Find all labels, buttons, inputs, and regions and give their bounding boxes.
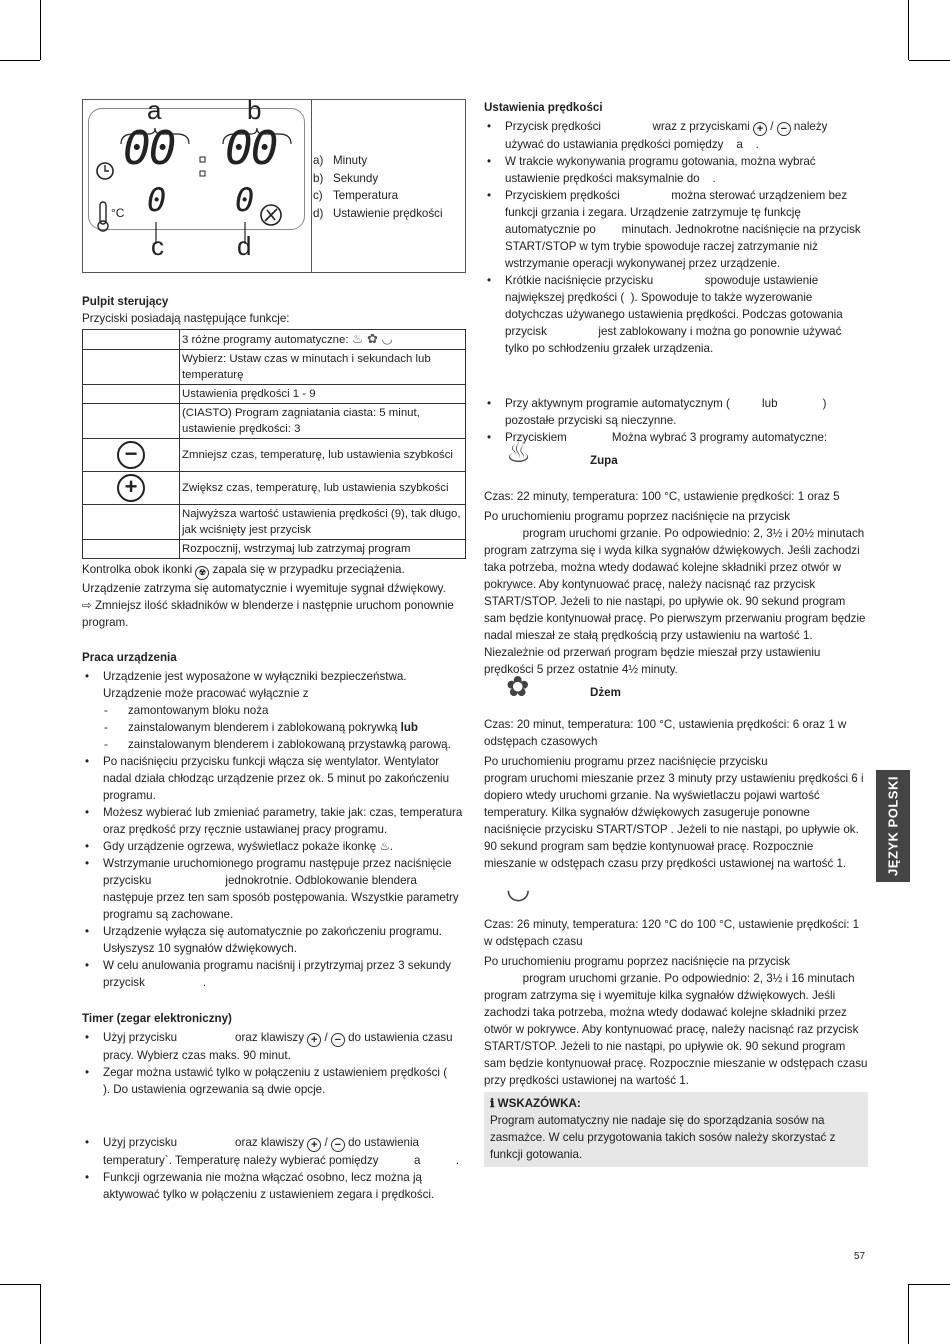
table-key (83, 540, 180, 559)
crop-mark (908, 0, 909, 60)
crop-mark (909, 60, 950, 61)
function-table (82, 329, 466, 559)
program-params: Czas: 22 minuty, temperatura: 100 °C, ustawienie prędkości: 1 oraz 5 (484, 490, 840, 503)
table-key (83, 505, 180, 540)
table-cell: Rozpocznij, wstrzymaj lub zatrzymaj program (180, 540, 466, 559)
section-title: Praca urządzenia (82, 651, 177, 664)
program-body: Po uruchomieniu programu poprzez naciśnięcie na przycisk program uruchomi grzanie. Po odpowiednio: 2, 3½ i 16 minutach program zatrzyma się i wyemituje kilka sygnałów dźwiękowych. Jeśli zachodzi taka potrzeba, można wtedy dodawać kolejne składniki przez otwór w pokrywce. Aby kontynuować pracę, należy nacisnąć raz przycisk START/STOP. Jeżeli to nie nastąpi, po upływie ok. 90 sekund program sam będzie kontynuował pracę. Rozpocznie mieszanie w odstępach czasu przy prędkości ustawionej na wartość 1. (484, 955, 868, 1087)
list-item: • Gdy urządzenie ogrzewa, wyświetlacz pokaże ikonkę ♨. (82, 838, 466, 855)
table-key (83, 385, 180, 404)
table-cell: Zmniejsz czas, temperaturę, lub ustawienia szybkości (180, 439, 466, 472)
legend-item (313, 152, 443, 170)
plus-icon: + (307, 1033, 321, 1047)
info-icon: ℹ (490, 1097, 498, 1110)
auto-list (484, 395, 868, 446)
legend-item (313, 170, 443, 188)
minutes-digits: 00 (123, 121, 175, 175)
program-title: Dżem (590, 686, 621, 699)
speed-list (484, 118, 868, 357)
program-params: Czas: 20 minut, temperatura: 100 °C, ustawienia prędkości: 6 oraz 1 w odstępach czasowych (484, 718, 847, 748)
label-b: b (247, 95, 262, 125)
list-item: • Możesz wybierać lub zmieniać parametry, takie jak: czas, temperatura oraz prędkość przy ręcznie ustawianej pracy programu. (82, 804, 466, 838)
program-title: Zupa (590, 454, 618, 467)
list-item: • Użyj przycisku oraz klawiszy + / − do ustawienia temperatury`. Temperaturę należy wybierać pomiędzy a . (82, 1134, 466, 1169)
table-key (83, 472, 180, 505)
strawberry-icon: ✿ (506, 671, 530, 702)
list-item: • Wstrzymanie uruchomionego programu następuje przez naciśnięcie przycisku jednokrotnie. Odblokowanie blendera następuje przez ten sam sposób postępowania. Wszystkie parametry programu są zachowane. (82, 855, 466, 923)
table-cell: Najwyższa wartość ustawienia prędkości (9), tak długo, jak wciśnięty jest przycisk (180, 505, 466, 540)
brace-icons (83, 95, 311, 272)
program-icons: ♨ ✿ ◡ (351, 331, 393, 346)
section-title: Pulpit sterujący (82, 295, 169, 308)
display-diagram (82, 95, 466, 273)
table-row (83, 540, 466, 559)
paragraph: Przyciski posiadają następujące funkcje: (82, 312, 290, 325)
table-row (83, 505, 466, 540)
minus-icon: − (331, 1033, 345, 1047)
table-cell: Wybierz: Ustaw czas w minutach i sekundach lub temperaturę (180, 350, 466, 385)
list-item: • Urządzenie wyłącza się automatycznie po zakończeniu programu. Usłyszysz 10 sygnałów dźwiękowych. (82, 923, 466, 957)
sos-header (484, 873, 868, 912)
legend-item (313, 187, 443, 205)
minus-icon: − (117, 441, 145, 469)
table-cell: (CIASTO) Program zagniatania ciasta: 5 minut, ustawienie prędkości: 3 (180, 404, 466, 439)
legend-key: d) (313, 206, 324, 220)
plus-icon: + (753, 122, 767, 136)
list-item: • Przycisk prędkości wraz z przyciskami + / − należy używać do ustawiania prędkości pomiędzy a . (484, 118, 868, 153)
legend-value: Temperatura (333, 189, 399, 202)
list-item: • W celu anulowania programu naciśnij i przytrzymaj przez 3 sekundy przycisk . (82, 957, 466, 991)
list-item: - zainstalowanym blenderem i zablokowaną przystawką parową. (82, 736, 466, 753)
page-number: 57 (854, 1251, 866, 1262)
table-row (83, 350, 466, 385)
timer-list (82, 1029, 486, 1098)
list-item: • Urządzenie jest wyposażone w wyłączniki bezpieczeństwa. Urządzenie może pracować wyłącznie z (82, 668, 466, 702)
section-title: Ustawienia prędkości (484, 101, 603, 114)
tip-title: ℹ WSKAZÓWKA: (490, 1097, 581, 1110)
language-tab (876, 770, 910, 882)
list-item: • Funkcji ogrzewania nie można włączać osobno, lecz można ją aktywować tylko w połączeniu z ustawieniem zegara i prędkości. (82, 1169, 466, 1203)
display-legend (313, 152, 443, 222)
language-tab-label: JĘZYK POLSKI (885, 776, 901, 876)
dzem-header (484, 671, 868, 704)
program-body: Po uruchomieniu programu przez naciśnięcie przycisku program uruchomi mieszanie przez 3 minuty przy ustawieniu prędkości 6 i dopiero wtedy uruchomi grzanie. Na wyświetlaczu pojawi wartość temperatury. Kilka sygnałów dźwiękowych zasugeruje ponowne naciśnięcie przycisku START/STOP . Jeżeli to nie nastąpi, po upływie ok. 90 sekund program sam będzie kontynuował pracę. Rozpocznie mieszanie w odstępach czasu przy prędkości ustawionej na wartość 1. (484, 755, 864, 870)
table-key (83, 330, 180, 350)
section-title: Timer (zegar elektroniczny) (82, 1012, 232, 1025)
overload-note: Kontrolka obok ikonki ☢ zapala się w przypadku przeciążenia. Urządzenie zatrzyma się automatycznie i wyemituje sygnał dźwiękowy. (82, 563, 446, 595)
list-item: • W trakcie wykonywania programu gotowania, można wybrać ustawienie prędkości maksymalnie do . (484, 153, 868, 187)
seconds-digits: 00 (225, 121, 277, 175)
list-item: - zainstalowanym blenderem i zablokowaną pokrywką lub (82, 719, 466, 736)
minus-icon: − (331, 1138, 345, 1152)
label-d: d (237, 231, 252, 261)
table-row (83, 472, 466, 505)
crop-mark (909, 1284, 950, 1285)
overload-icon: ☢ (195, 566, 209, 580)
temperature-digit: 0 (147, 181, 165, 219)
list-item: • Przyciskiem prędkości można sterować urządzeniem bez funkcji grzania i zegara. Urządzenie zatrzymuje tę funkcję automatycznie po minutach. Jednokrotne naciśnięcie na przycisk START/STOP w tym trybie spowoduje raczej zatrzymanie niż wstrzymanie operacji wykonywanej przez urządzenie. (484, 187, 868, 272)
table-cell: Zwiększ czas, temperaturę, lub ustawienia szybkości (180, 472, 466, 505)
plus-icon: + (307, 1138, 321, 1152)
speed-digit: 0 (235, 181, 253, 219)
program-params: Czas: 26 minuty, temperatura: 120 °C do 100 °C, ustawienie prędkości: 1 w odstępach czasu (484, 918, 860, 948)
crop-mark (0, 60, 40, 61)
list-item: • Przy aktywnym programie automatycznym ( lub ) pozostałe przyciski są nieczynne. (484, 395, 868, 429)
right-column (484, 99, 868, 1167)
svg-text:°C: °C (111, 206, 125, 220)
list-item: • Zegar można ustawić tylko w połączeniu z ustawieniem prędkości ( ). Do ustawienia ogrzewania są dwie opcje. (82, 1064, 466, 1098)
overload-tip: ⇨ Zmniejsz ilość składników w blenderze i następnie uruchom ponownie program. (82, 599, 454, 629)
legend-key: c) (313, 189, 323, 202)
gravy-boat-icon: ◡ (506, 873, 531, 904)
crop-mark (908, 1284, 909, 1344)
table-cell: 3 różne programy automatyczne: ♨ ✿ ◡ (180, 330, 466, 350)
divider (311, 100, 312, 272)
legend-key: b) (313, 171, 324, 185)
crop-mark (0, 1284, 40, 1285)
heating-icon: ♨ (379, 840, 390, 853)
legend-item (313, 205, 443, 223)
legend-value: Minuty (333, 154, 368, 167)
legend-value: Sekundy (333, 171, 379, 185)
table-row (83, 330, 466, 350)
table-row (83, 439, 466, 472)
table-cell: Ustawienia prędkości 1 - 9 (180, 385, 466, 404)
table-row (83, 404, 466, 439)
list-item: • Przyciskiem Można wybrać 3 programy automatyczne: (484, 429, 868, 446)
plus-icon: + (117, 474, 145, 502)
list-item: • Krótkie naciśnięcie przycisku spowoduje ustawienie największej prędkości ( ). Spowoduje to także wyzerowanie dotychczas używanego ustawienia prędkości. Podczas gotowania przycisk jest zablokowany i można go ponownie używać tylko po schłodzeniu grzałek urządzenia. (484, 272, 868, 357)
crop-mark (40, 0, 41, 60)
soup-icon: ♨ (506, 437, 532, 468)
list-item: • Po naciśnięciu przycisku funkcji włącza się wentylator. Wentylator nadal działa chłodząc urządzenie przez ok. 5 minut po zakończeniu programu. (82, 753, 466, 804)
table-key (83, 404, 180, 439)
tip-body: Program automatyczny nie nadaje się do sporządzania sosów na zasmażce. W celu przygotowania takich sosów należy skorzystać z funkcji gotowania. (490, 1114, 836, 1161)
arrow-icon: ⇨ (82, 599, 92, 612)
legend-value: Ustawienie prędkości (333, 206, 443, 220)
table-row (83, 385, 466, 404)
left-column (82, 293, 486, 1203)
praca-list (82, 668, 466, 991)
minus-icon: − (777, 122, 791, 136)
table-key (83, 439, 180, 472)
label-c: c (151, 231, 164, 261)
tip-box (484, 1092, 868, 1167)
temp-list (82, 1134, 466, 1203)
list-item: • Użyj przycisku oraz klawiszy + / − do ustawienia czasu pracy. Wybierz czas maks. 90 minut. (82, 1029, 466, 1064)
crop-mark (40, 1284, 41, 1344)
program-body: Po uruchomieniu programu poprzez naciśnięcie na przycisk program uruchomi grzanie. Po odpowiednio: 2, 3½ i 20½ minutach program zatrzyma się i wyda kilka sygnałów dźwiękowych. Jeśli zachodzi taka potrzeba, można wtedy dodawać kolejne składniki przez otwór w pokrywce. Aby kontynuować pracę, należy nacisnąć raz przycisk START/STOP. Jeżeli to nie nastąpi, po upływie ok. 90 sekund program sam będzie kontynuował pracę. Po pierwszym przerwaniu program będzie nadal mieszał ze stałą prędkością przy ustawieniu na wartość 1. Niezależnie od przerwań program będzie mieszał przy ustawieniu prędkości 5 przez ostatnie 4½ minuty. (484, 510, 866, 676)
legend-key: a) (313, 154, 324, 167)
list-item: - zamontowanym bloku noża (82, 702, 466, 719)
label-a: a (147, 95, 162, 125)
table-key (83, 350, 180, 385)
